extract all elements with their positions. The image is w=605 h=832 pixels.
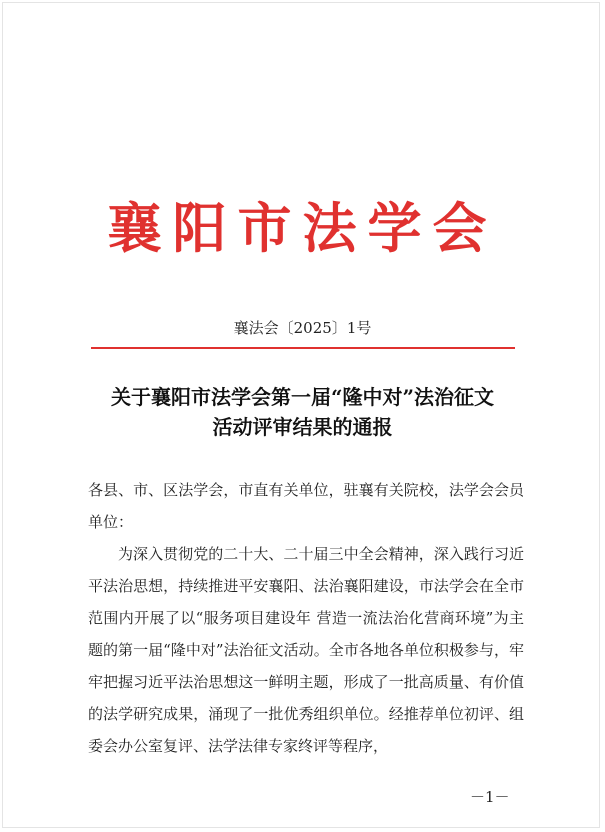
- document-body: [88, 474, 524, 762]
- addressee-paragraph: 各县、市、区法学会，市直有关单位，驻襄有关院校，法学会会员单位：: [88, 481, 524, 531]
- org-header: 襄阳市法学会: [107, 196, 498, 260]
- document-title: [60, 382, 545, 442]
- document-number: 襄法会〔2025〕1号: [233, 319, 372, 337]
- body-paragraph: 为深入贯彻党的二十大、二十届三中全会精神，深入践行习近平法治思想，持续推进平安襄阳、法治襄阳建设，市法学会在全市范围内开展了以“服务项目建设年 营造一流法治化营商环境”为主题的第一届“隆中对”法治征文活动。全市各地各单位积极参与，牢牢把握习近平法治思想这一鲜明主题，形成了一批高质量、有价值的法学研究成果，涌现了一批优秀组织单位。经推荐单位初评、组委会办公室复评、法学法律专家终评等程序，: [88, 545, 524, 755]
- title-line-1: 关于襄阳市法学会第一届“隆中对”法治征文: [110, 385, 494, 409]
- page-number: －1－: [470, 788, 510, 806]
- red-divider-line: [91, 347, 515, 349]
- title-line-2: 活动评审结果的通报: [212, 415, 393, 439]
